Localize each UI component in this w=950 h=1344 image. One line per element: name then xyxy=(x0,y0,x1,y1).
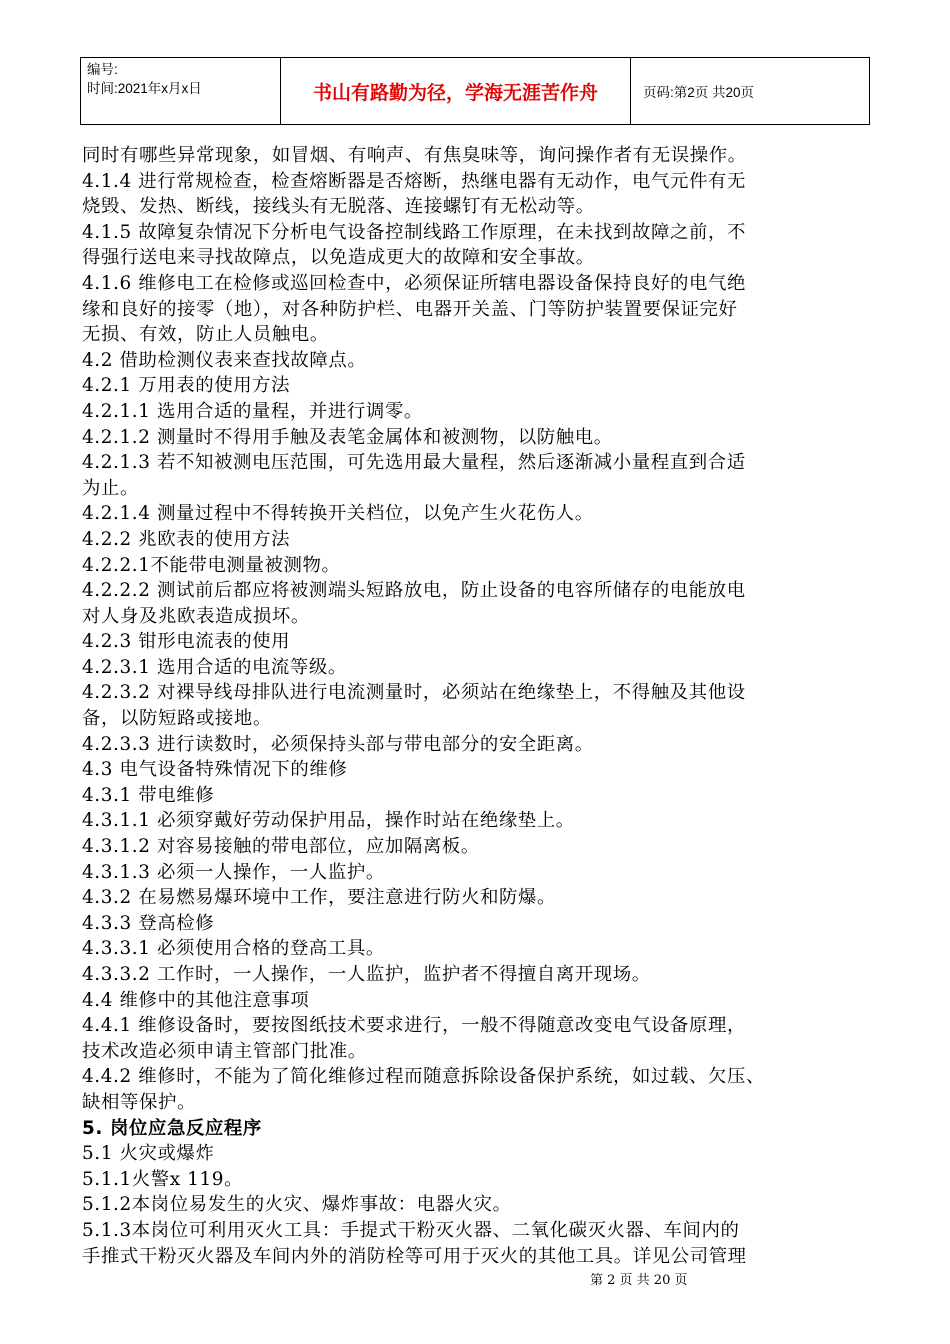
header-page-number: 页码:第2页 共20页 xyxy=(643,85,755,100)
text-line: 4.2.1.2 测量时不得用手触及表笔金属体和被测物，以防触电。 xyxy=(82,426,613,448)
text-line: 手推式干粉灭火器及车间内外的消防栓等可用于灭火的其他工具。详见公司管理 xyxy=(82,1245,747,1267)
text-line: 得强行送电来寻找故障点，以免造成更大的故障和安全事故。 xyxy=(82,247,595,269)
text-line: 4.3.1.3 必须一人操作，一人监护。 xyxy=(82,861,385,883)
header-meta xyxy=(81,58,281,124)
text-line: 5.1.2本岗位易发生的火灾、爆炸事故：电器火灾。 xyxy=(82,1194,512,1216)
text-line: 4.2.3.1 选用合适的电流等级。 xyxy=(82,656,347,678)
text-line: 4.2.2 兆欧表的使用方法 xyxy=(82,528,291,550)
text-line: 4.2.1 万用表的使用方法 xyxy=(82,375,291,397)
text-line: 4.2.1.3 若不知被测电压范围，可先选用最大量程，然后逐渐减小量程直到合适 xyxy=(82,452,746,474)
text-line: 4.2 借助检测仪表来查找故障点。 xyxy=(82,349,367,371)
text-line: 4.3.1.2 对容易接触的带电部位，应加隔离板。 xyxy=(82,836,480,858)
text-line: 4.2.3 钳形电流表的使用 xyxy=(82,631,291,653)
text-line: 4.3.1.1 必须穿戴好劳动保护用品，操作时站在绝缘垫上。 xyxy=(82,810,575,832)
text-line: 4.2.1.1 选用合适的量程，并进行调零。 xyxy=(82,400,423,422)
document-number-label: 编号: xyxy=(87,62,118,77)
text-line: 4.4.2 维修时，不能为了简化维修过程而随意拆除设备保护系统，如过载、欠压、 xyxy=(82,1066,765,1088)
text-line: 4.2.3.3 进行读数时，必须保持头部与带电部分的安全距离。 xyxy=(82,733,594,755)
text-line: 5.1 火灾或爆炸 xyxy=(82,1143,215,1165)
text-line: 4.1.4 进行常规检查，检查熔断器是否熔断，热继电器有无动作，电气元件有无 xyxy=(82,170,746,192)
text-line: 5.1.3本岗位可利用灭火工具：手提式干粉灭火器、二氧化碳灭火器、车间内的 xyxy=(82,1219,740,1241)
text-line: 4.2.2.1不能带电测量被测物。 xyxy=(82,554,341,576)
text-line: 烧毁、发热、断线，接线头有无脱落、连接螺钉有无松动等。 xyxy=(82,196,595,218)
text-line: 4.3.3.2 工作时，一人操作，一人监护，监护者不得擅自离开现场。 xyxy=(82,964,651,985)
text-line: 同时有哪些异常现象，如冒烟、有响声、有焦臭味等，询问操作者有无误操作。 xyxy=(82,145,747,166)
text-line: 4.3.3 登高检修 xyxy=(82,912,215,934)
document-date: 时间:2021年x月x日 xyxy=(87,81,202,96)
text-line: 4.2.3.2 对裸导线母排队进行电流测量时，必须站在绝缘垫上，不得触及其他设 xyxy=(82,682,746,704)
text-line: 4.3.3.1 必须使用合格的登高工具。 xyxy=(82,938,385,960)
text-line: 缺相等保护。 xyxy=(82,1091,196,1113)
text-line: 缘和良好的接零（地），对各种防护栏、电器开关盖、门等防护装置要保证完好 xyxy=(82,298,738,320)
text-line: 4.2.2.2 测试前后都应将被测端头短路放电，防止设备的电容所储存的电能放电 xyxy=(82,580,746,602)
text-line: 对人身及兆欧表造成损坏。 xyxy=(82,605,310,627)
text-line: 技术改造必须申请主管部门批准。 xyxy=(82,1040,367,1062)
text-line: 4.2.1.4 测量过程中不得转换开关档位，以免产生火花伤人。 xyxy=(82,503,594,525)
text-line: 4.1.5 故障复杂情况下分析电气设备控制线路工作原理，在未找到故障之前，不 xyxy=(82,221,746,243)
text-line: 4.4.1 维修设备时，要按图纸技术要求进行，一般不得随意改变电气设备原理， xyxy=(82,1015,746,1037)
text-line: 备，以防短路或接地。 xyxy=(82,708,272,730)
page-footer: 第 2 页 共 20 页 xyxy=(590,1273,688,1288)
header-motto: 书山有路勤为径，学海无涯苦作舟 xyxy=(281,58,631,124)
page-header xyxy=(80,57,870,125)
text-line: 4.4 维修中的其他注意事项 xyxy=(82,989,310,1011)
text-line: 4.3.1 带电维修 xyxy=(82,784,215,806)
text-line: 4.1.6 维修电工在检修或巡回检查中，必须保证所辖电器设备保持良好的电气绝 xyxy=(82,272,746,294)
text-line: 无损、有效，防止人员触电。 xyxy=(82,324,329,346)
text-line: 4.3.2 在易燃易爆环境中工作，要注意进行防火和防爆。 xyxy=(82,887,557,909)
text-line: 5.1.1火警x 119。 xyxy=(82,1168,244,1190)
text-line: 4.3 电气设备特殊情况下的维修 xyxy=(82,759,348,781)
section-heading: 5. 岗位应急反应程序 xyxy=(82,1117,262,1139)
text-line: 为止。 xyxy=(82,477,139,499)
document-body xyxy=(82,143,872,1269)
